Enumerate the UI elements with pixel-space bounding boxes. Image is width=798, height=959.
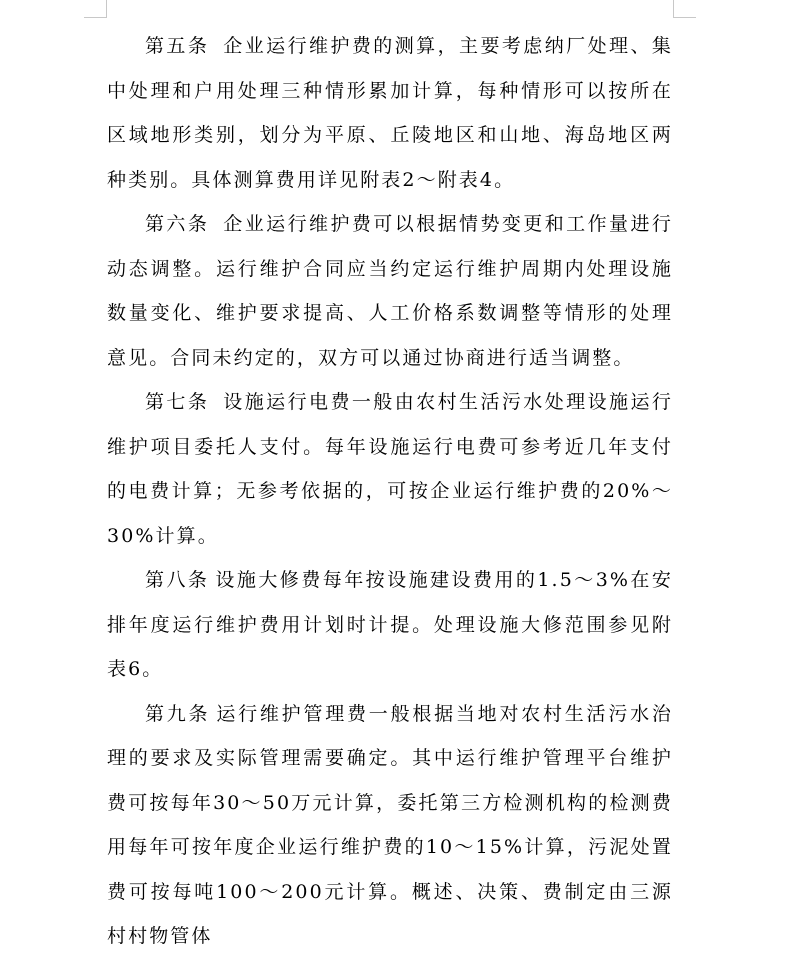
article-heading: 第五条	[145, 35, 210, 57]
article-heading: 第六条	[145, 213, 210, 235]
article-text: 设施运行电费一般由农村生活污水处理设施运行维护项目委托人支付。每年设施运行电费可参考近几年支付的电费计算；无参考依据的，可按企业运行维护费的20%～30%计算。	[107, 391, 673, 547]
article-text: 企业运行维护费的测算，主要考虑纳厂处理、集中处理和户用处理三种情形累加计算，每种情形可以按所在区域地形类别，划分为平原、丘陵地区和山地、海岛地区两种类别。具体测算费用详见附表2～附表4。	[107, 35, 673, 191]
article-heading: 第九条	[145, 702, 211, 725]
article-8	[107, 558, 673, 692]
article-5	[107, 24, 673, 202]
article-9	[107, 692, 673, 959]
article-6	[107, 202, 673, 380]
article-heading: 第七条	[145, 391, 210, 413]
crop-mark-top-left-horizontal	[84, 17, 107, 18]
crop-mark-top-right-horizontal	[673, 17, 696, 18]
crop-mark-top-right-vertical	[673, 0, 674, 17]
document-body	[107, 24, 673, 959]
crop-mark-top-left-vertical	[106, 0, 107, 17]
article-text: 运行维护管理费一般根据当地对农村生活污水治理的要求及实际管理需要确定。其中运行维护管理平台维护费可按每年30～50万元计算，委托第三方检测机构的检测费用每年可按年度企业运行维护费的10～15%计算，污泥处置费可按每吨100～200元计算。概述、决策、费制定由三源村村物管体	[107, 702, 673, 947]
article-text: 设施大修费每年按设施建设费用的1.5～3%在安排年度运行维护费用计划时计提。处理设施大修范围参见附表6。	[107, 569, 673, 680]
article-heading: 第八条	[145, 569, 210, 591]
article-7	[107, 380, 673, 558]
article-text: 企业运行维护费可以根据情势变更和工作量进行动态调整。运行维护合同应当约定运行维护周期内处理设施数量变化、维护要求提高、人工价格系数调整等情形的处理意见。合同未约定的，双方可以通过协商进行适当调整。	[107, 213, 673, 369]
